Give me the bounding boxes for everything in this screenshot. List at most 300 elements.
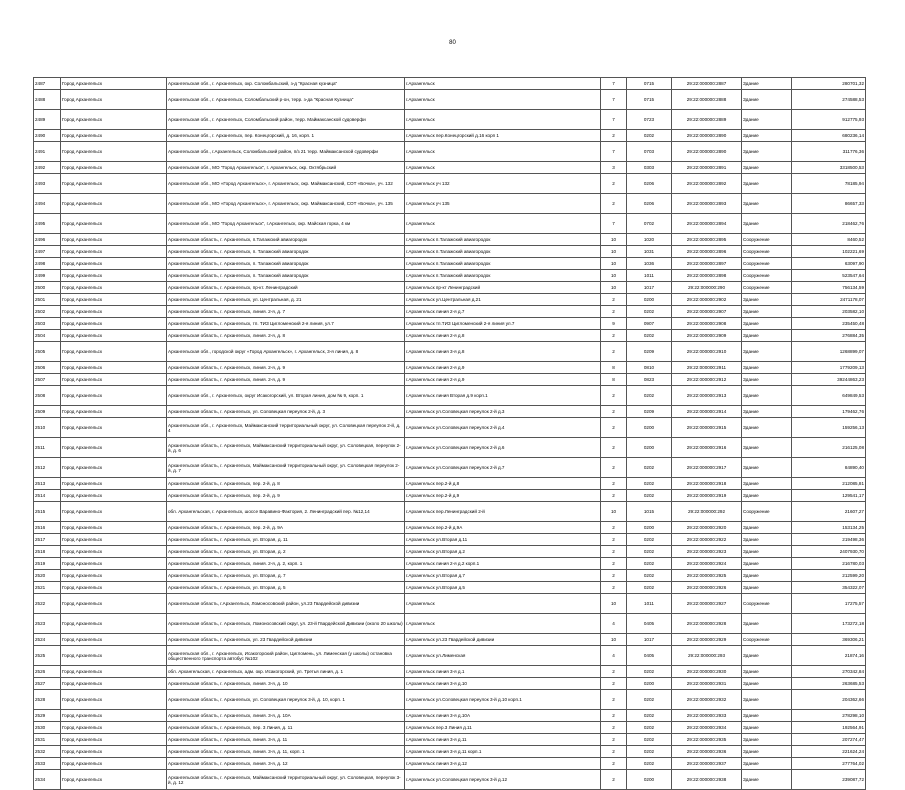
- cell-cadastral-number: 29:22:000000:2891: [672, 162, 742, 174]
- cell-cadastral-value: 153134,25: [792, 522, 866, 534]
- cell-code: 0202: [627, 306, 672, 318]
- cell-type-code: 3: [601, 162, 627, 174]
- table-row: [34, 258, 866, 270]
- cell-cadastral-value: 276884,35: [792, 330, 866, 342]
- cell-cadastral-value: 86657,33: [792, 194, 866, 214]
- cell-municipality: Город Архангельск: [61, 78, 167, 90]
- cell-locality: г.Архангельск ул.23 Гвардейской дивизии: [405, 634, 601, 646]
- cell-code: 0405: [627, 614, 672, 634]
- cell-object-kind: Здание: [742, 174, 792, 194]
- table-row: [34, 534, 866, 546]
- cell-code: 0405: [627, 646, 672, 666]
- table-row: [34, 614, 866, 634]
- cell-code: 1020: [627, 234, 672, 246]
- cell-address: Архангельская область, г. Архангельск, ул. Соловецкая переулок 2-й, д. 3: [167, 406, 405, 418]
- cell-code: 0206: [627, 174, 672, 194]
- cell-object-kind: Здание: [742, 438, 792, 458]
- cell-address: Архангельская область, г. Архангельск, Маймаксанский территориальный округ, ул. Соловецкая, переулок 3-й, д. 12: [167, 770, 405, 790]
- cell-type-code: 2: [601, 758, 627, 770]
- cell-object-kind: Здание: [742, 374, 792, 386]
- cell-cadastral-number: 29:22:000000:2933: [672, 710, 742, 722]
- cell-cadastral-number: 29:22:000000:2917: [672, 458, 742, 478]
- cell-address: Архангельская область, г. Архангельск, пер. 2-й, д. 9: [167, 490, 405, 502]
- cell-code: 0200: [627, 770, 672, 790]
- cell-cadastral-value: 3318500,53: [792, 162, 866, 174]
- cell-object-kind: Сооружение: [742, 594, 792, 614]
- table-row: [34, 678, 866, 690]
- cell-cadastral-number: 29:22:000000:2923: [672, 546, 742, 558]
- table-row: [34, 546, 866, 558]
- cell-address: Архангельская область, г. Архангельск, Маймаксанский территориальный округ, ул. Соловецкая, переулок 2-й, д. 6: [167, 438, 405, 458]
- cell-address: Архангельская область, г. Архангельск, п.Талажский авиагородок: [167, 234, 405, 246]
- cell-municipality: Город Архангельск: [61, 162, 167, 174]
- cell-cadastral-value: 756134,59: [792, 282, 866, 294]
- cell-municipality: Город Архангельск: [61, 438, 167, 458]
- cell-cadastral-value: 102221,69: [792, 246, 866, 258]
- cell-cadastral-number: 29:22:000000:2925: [672, 570, 742, 582]
- table-row: [34, 666, 866, 678]
- cell-locality: г.Архангельск пер.2-й д.8: [405, 478, 601, 490]
- cell-municipality: Город Архангельск: [61, 330, 167, 342]
- cell-type-code: 2: [601, 558, 627, 570]
- cell-type-code: 2: [601, 306, 627, 318]
- cell-type-code: 2: [601, 690, 627, 710]
- cell-cadastral-value: 212599,20: [792, 570, 866, 582]
- cell-number: 2512: [34, 458, 61, 478]
- table-row: [34, 458, 866, 478]
- cell-object-kind: Здание: [742, 678, 792, 690]
- cell-type-code: 7: [601, 214, 627, 234]
- cell-code: 0202: [627, 690, 672, 710]
- cell-type-code: 4: [601, 646, 627, 666]
- cell-number: 2490: [34, 130, 61, 142]
- cell-municipality: Город Архангельск: [61, 594, 167, 614]
- cell-object-kind: Здание: [742, 418, 792, 438]
- table-row: [34, 362, 866, 374]
- cell-locality: г.Архангельск уч 132: [405, 174, 601, 194]
- cell-locality: г.Архангельск п.Талажский авиагородок: [405, 270, 601, 282]
- cell-address: Архангельская область, г. Архангельск, ул. Центральная, д. 21: [167, 294, 405, 306]
- cell-cadastral-number: 29:22:000000:2935: [672, 734, 742, 746]
- cell-cadastral-value: 278298,10: [792, 710, 866, 722]
- cell-locality: г.Архангельск ул.Вторая д.7: [405, 570, 601, 582]
- table-row: [34, 282, 866, 294]
- cell-code: 0202: [627, 490, 672, 502]
- cell-type-code: 2: [601, 710, 627, 722]
- cell-locality: г.Архангельск линия 2-я д.9: [405, 362, 601, 374]
- cell-code: 0823: [627, 374, 672, 386]
- cell-cadastral-value: 63097,90: [792, 258, 866, 270]
- cell-number: 2530: [34, 722, 61, 734]
- cell-object-kind: Сооружение: [742, 282, 792, 294]
- cell-cadastral-value: 203582,10: [792, 306, 866, 318]
- cell-address: Архангельская область, г. Архангельск, линия. 3-я, д. 11, корп. 1: [167, 746, 405, 758]
- table-row: [34, 110, 866, 130]
- cell-object-kind: Здание: [742, 546, 792, 558]
- cell-municipality: Город Архангельск: [61, 490, 167, 502]
- cell-number: 2505: [34, 342, 61, 362]
- cell-number: 2526: [34, 666, 61, 678]
- cell-municipality: Город Архангельск: [61, 534, 167, 546]
- cell-locality: г.Архангельск ул.Центральная д.21: [405, 294, 601, 306]
- cell-address: обл. Архангельская, г. Архангельск, шоссе Варавино-Фактория, 2. Ленинградский пер. №12,14: [167, 502, 405, 522]
- cell-locality: г.Архангельск пер.Конецгорский д.16 корп 1: [405, 130, 601, 142]
- cell-cadastral-number: 29:22:000000:2894: [672, 214, 742, 234]
- table-row: [34, 406, 866, 418]
- cell-locality: г.Архангельск ул.Соловецкая переулок 3-й д.10 корп.1: [405, 690, 601, 710]
- cell-object-kind: Сооружение: [742, 502, 792, 522]
- cell-code: 0202: [627, 666, 672, 678]
- cell-object-kind: Здание: [742, 90, 792, 110]
- cell-address: Архангельская область, г. Архангельск, ул. Вторая, д. 2: [167, 546, 405, 558]
- cell-object-kind: Сооружение: [742, 246, 792, 258]
- cell-object-kind: Здание: [742, 770, 792, 790]
- cell-locality: г.Архангельск: [405, 594, 601, 614]
- table-row: [34, 318, 866, 330]
- cell-address: Архангельская область, г. Архангельск, ул. Соловецкая переулок 3-й, д. 10, корп. 1: [167, 690, 405, 710]
- table-row: [34, 722, 866, 734]
- cell-number: 2515: [34, 502, 61, 522]
- cell-cadastral-value: 159256,13: [792, 418, 866, 438]
- cell-number: 2502: [34, 306, 61, 318]
- table-row: [34, 582, 866, 594]
- cell-type-code: 2: [601, 582, 627, 594]
- cell-object-kind: Сооружение: [742, 634, 792, 646]
- table-row: [34, 234, 866, 246]
- cell-locality: г.Архангельск линия 2-я д.9: [405, 374, 601, 386]
- cell-cadastral-value: 39244863,23: [792, 374, 866, 386]
- table-row: [34, 90, 866, 110]
- table-row: [34, 502, 866, 522]
- cell-address: Архангельская область, г. Архангельск, тп. ТИЗ Цигломенский 2-я линия, ул.7: [167, 318, 405, 330]
- cell-type-code: 10: [601, 594, 627, 614]
- cell-cadastral-number: 29:22:000000:2888: [672, 90, 742, 110]
- cell-code: 0202: [627, 546, 672, 558]
- cell-cadastral-number: 29:22:000000:2931: [672, 678, 742, 690]
- cell-object-kind: Здание: [742, 558, 792, 570]
- cell-object-kind: Здание: [742, 142, 792, 162]
- cell-type-code: 10: [601, 234, 627, 246]
- cell-cadastral-number: 29:22:000000:290: [672, 282, 742, 294]
- cell-type-code: 2: [601, 438, 627, 458]
- cell-object-kind: Здание: [742, 710, 792, 722]
- cell-address: Архангельская обл., г. Архангельск, Маймаксанский территориальный округ, ул. Соловецкая переулок 2-й, д. 4: [167, 418, 405, 438]
- cell-code: 1011: [627, 594, 672, 614]
- cell-municipality: Город Архангельск: [61, 174, 167, 194]
- cell-number: 2511: [34, 438, 61, 458]
- cell-address: Архангельская обл., г. Архангельск, округ Исакогорский, ул. Вторая линия, дом № 9, корп. 1: [167, 386, 405, 406]
- cell-cadastral-value: 21874,16: [792, 646, 866, 666]
- table-row: [34, 690, 866, 710]
- cell-type-code: 2: [601, 666, 627, 678]
- cell-locality: г.Архангельск тп.ТИЗ Цигломенский 2-я линия ул.7: [405, 318, 601, 330]
- cell-cadastral-value: 369306,21: [792, 634, 866, 646]
- cell-municipality: Город Архангельск: [61, 770, 167, 790]
- cell-cadastral-number: 29:22:000000:292: [672, 502, 742, 522]
- cell-municipality: Город Архангельск: [61, 246, 167, 258]
- cell-number: 2493: [34, 174, 61, 194]
- cell-number: 2532: [34, 746, 61, 758]
- cell-locality: г.Архангельск ул.Вторая д.2: [405, 546, 601, 558]
- cell-number: 2497: [34, 246, 61, 258]
- cell-address: обл. Архангельская, г. Архангельск, адм. окр. Исакогорский, ул. Третья линия, д. 1: [167, 666, 405, 678]
- cell-number: 2492: [34, 162, 61, 174]
- cell-cadastral-value: 204362,66: [792, 690, 866, 710]
- cell-type-code: 2: [601, 342, 627, 362]
- cell-number: 2503: [34, 318, 61, 330]
- cell-locality: г.Архангельск: [405, 162, 601, 174]
- cell-locality: г.Архангельск линия 3-я д.1: [405, 666, 601, 678]
- cell-cadastral-number: 29:22:000000:2890: [672, 130, 742, 142]
- cell-cadastral-number: 29:22:000000:2926: [672, 582, 742, 594]
- cell-code: 0202: [627, 558, 672, 570]
- cell-cadastral-value: 912775,93: [792, 110, 866, 130]
- cell-code: 0202: [627, 458, 672, 478]
- cell-number: 2508: [34, 386, 61, 406]
- cell-object-kind: Здание: [742, 522, 792, 534]
- cell-cadastral-value: 680236,14: [792, 130, 866, 142]
- cell-cadastral-number: 29:22:000000:2902: [672, 294, 742, 306]
- cell-locality: г.Архангельск: [405, 78, 601, 90]
- cell-type-code: 2: [601, 534, 627, 546]
- cell-address: Архангельская область, г. Архангельск, ул. Вторая, д. 11: [167, 534, 405, 546]
- cell-locality: г.Архангельск ул.Соловецкая переулок 3-й д.12: [405, 770, 601, 790]
- cell-object-kind: Здание: [742, 458, 792, 478]
- cell-address: Архангельская область, г. Архангельск, Маймаксанский территориальный округ, ул. Соловецкая переулок 2-й, д. 7: [167, 458, 405, 478]
- cell-cadastral-number: 29:22:000000:2915: [672, 418, 742, 438]
- cell-cadastral-value: 212085,81: [792, 478, 866, 490]
- cell-address: Архангельская область, г. Архангельск, п. Талажский авиагородок: [167, 246, 405, 258]
- cell-address: Архангельская обл., МО «Город Архангельск», г. Архангельск, окр. Маймаксанский, СОТ «Бочка», уч. 132: [167, 174, 405, 194]
- cell-cadastral-number: 29:22:000000:2938: [672, 770, 742, 790]
- cell-cadastral-value: 21607,27: [792, 502, 866, 522]
- cell-cadastral-value: 2471178,07: [792, 294, 866, 306]
- cell-locality: г.Архангельск уч 135: [405, 194, 601, 214]
- cell-address: Архангельская обл., МО "Город Архангельск", г. Архангельск, окр. Октябрьский: [167, 162, 405, 174]
- cell-cadastral-number: 29:22:000000:2892: [672, 174, 742, 194]
- cell-cadastral-number: 29:22:000000:2922: [672, 534, 742, 546]
- cell-object-kind: Здание: [742, 478, 792, 490]
- cell-cadastral-number: 29:22:000000:2907: [672, 306, 742, 318]
- cell-object-kind: Здание: [742, 570, 792, 582]
- cell-municipality: Город Архангельск: [61, 734, 167, 746]
- cell-number: 2518: [34, 546, 61, 558]
- table-row: [34, 162, 866, 174]
- table-row: [34, 758, 866, 770]
- cell-locality: г.Архангельск ул.Лименская: [405, 646, 601, 666]
- cell-municipality: Город Архангельск: [61, 690, 167, 710]
- cell-address: Архангельская область, г. Архангельск, линия. 2-я, д. 9: [167, 374, 405, 386]
- cell-cadastral-value: 218462,76: [792, 214, 866, 234]
- cell-number: 2498: [34, 258, 61, 270]
- cell-municipality: Город Архангельск: [61, 502, 167, 522]
- cell-locality: г.Архангельск линия Вторая д.9 корп.1: [405, 386, 601, 406]
- cell-object-kind: Здание: [742, 646, 792, 666]
- cell-cadastral-value: 523547,64: [792, 270, 866, 282]
- table-row: [34, 594, 866, 614]
- cell-municipality: Город Архангельск: [61, 522, 167, 534]
- cell-municipality: Город Архангельск: [61, 722, 167, 734]
- cell-object-kind: Здание: [742, 666, 792, 678]
- cell-address: Архангельская область, г. Архангельск, пр-кт. Ленинградский: [167, 282, 405, 294]
- cell-locality: г.Архангельск линия 3-я д.12: [405, 758, 601, 770]
- cell-code: 0200: [627, 418, 672, 438]
- cell-municipality: Город Архангельск: [61, 270, 167, 282]
- cell-number: 2523: [34, 614, 61, 634]
- cell-cadastral-number: 29:22:000000:2934: [672, 722, 742, 734]
- cell-type-code: 2: [601, 174, 627, 194]
- cell-cadastral-number: 29:22:000000:2932: [672, 690, 742, 710]
- cell-code: 0202: [627, 130, 672, 142]
- cell-object-kind: Здание: [742, 130, 792, 142]
- cell-cadastral-value: 78185,94: [792, 174, 866, 194]
- cell-municipality: Город Архангельск: [61, 746, 167, 758]
- register-body: [34, 78, 866, 790]
- cell-address: Архангельская обл., г. Архангельск, окр. Соломбальский, з-д "Красная кузница": [167, 78, 405, 90]
- cell-cadastral-number: 29:22:000000:2916: [672, 438, 742, 458]
- table-row: [34, 78, 866, 90]
- cell-code: 0200: [627, 522, 672, 534]
- cell-address: Архангельская область, г. Архангельск, линия. 2-я, д. 2, корп. 1: [167, 558, 405, 570]
- cell-cadastral-number: 29:22:000000:2910: [672, 342, 742, 362]
- cell-locality: г.Архангельск: [405, 90, 601, 110]
- cell-number: 2494: [34, 194, 61, 214]
- table-row: [34, 174, 866, 194]
- cell-municipality: Город Архангельск: [61, 666, 167, 678]
- cell-cadastral-number: 29:22:000000:2889: [672, 110, 742, 130]
- cell-municipality: Город Архангельск: [61, 318, 167, 330]
- cell-cadastral-value: 207274,47: [792, 734, 866, 746]
- cell-code: 1015: [627, 502, 672, 522]
- cell-code: 0206: [627, 194, 672, 214]
- table-row: [34, 130, 866, 142]
- cell-cadastral-number: 29:22:000000:2911: [672, 362, 742, 374]
- cell-type-code: 4: [601, 614, 627, 634]
- cell-address: Архангельская обл., г.Архангельск, Соломбальский район, п/з 21 терр. Маймаксанской судоверфи: [167, 142, 405, 162]
- cell-municipality: Город Архангельск: [61, 130, 167, 142]
- cell-type-code: 8: [601, 374, 627, 386]
- cell-number: 2522: [34, 594, 61, 614]
- cell-locality: г.Архангельск ул.Вторая д.5: [405, 582, 601, 594]
- cell-code: 0715: [627, 78, 672, 90]
- cell-type-code: 2: [601, 418, 627, 438]
- cell-locality: г.Архангельск линия 3-я д.8: [405, 342, 601, 362]
- cell-object-kind: Здание: [742, 734, 792, 746]
- cell-address: Архангельская область, г. Архангельск, линия. 2-я, д. 9: [167, 362, 405, 374]
- cell-cadastral-number: 29:22:000000:2937: [672, 758, 742, 770]
- cell-code: 0303: [627, 162, 672, 174]
- table-row: [34, 342, 866, 362]
- cell-locality: г.Архангельск: [405, 110, 601, 130]
- cell-locality: г.Архангельск ул.Соловецкая переулок 2-й д.7: [405, 458, 601, 478]
- table-row: [34, 734, 866, 746]
- cell-locality: г.Архангельск линия 2-я д.7: [405, 306, 601, 318]
- cell-code: 0202: [627, 722, 672, 734]
- cell-type-code: 10: [601, 502, 627, 522]
- cell-cadastral-value: 270342,84: [792, 666, 866, 678]
- cell-municipality: Город Архангельск: [61, 678, 167, 690]
- cell-cadastral-value: 192564,91: [792, 722, 866, 734]
- cell-code: 0202: [627, 710, 672, 722]
- cell-cadastral-value: 221624,24: [792, 746, 866, 758]
- cell-code: 0715: [627, 90, 672, 110]
- cell-type-code: 10: [601, 258, 627, 270]
- cell-number: 2491: [34, 142, 61, 162]
- cell-municipality: Город Архангельск: [61, 214, 167, 234]
- cell-number: 2529: [34, 710, 61, 722]
- cell-object-kind: Здание: [742, 690, 792, 710]
- cell-code: 0202: [627, 570, 672, 582]
- cell-type-code: 10: [601, 270, 627, 282]
- cell-cadastral-value: 274588,53: [792, 90, 866, 110]
- table-row: [34, 522, 866, 534]
- cell-cadastral-value: 216125,08: [792, 438, 866, 458]
- cell-locality: г.Архангельск п.Талажский авиагородок: [405, 258, 601, 270]
- table-row: [34, 194, 866, 214]
- cell-type-code: 2: [601, 746, 627, 758]
- cell-number: 2525: [34, 646, 61, 666]
- cell-address: Архангельская обл., г. Архангельск, пер. Конецгорский, д. 16, корп. 1: [167, 130, 405, 142]
- table-row: [34, 246, 866, 258]
- cell-number: 2510: [34, 418, 61, 438]
- cell-cadastral-number: 29:22:000000:2893: [672, 194, 742, 214]
- cell-locality: г.Архангельск линия 3-я д.10: [405, 678, 601, 690]
- cell-object-kind: Здание: [742, 614, 792, 634]
- cell-number: 2499: [34, 270, 61, 282]
- cell-municipality: Город Архангельск: [61, 634, 167, 646]
- cell-municipality: Город Архангельск: [61, 342, 167, 362]
- cell-locality: г.Архангельск: [405, 614, 601, 634]
- cell-code: 0202: [627, 478, 672, 490]
- cell-cadastral-value: 17275,57: [792, 594, 866, 614]
- cell-type-code: 7: [601, 110, 627, 130]
- cell-object-kind: Здание: [742, 582, 792, 594]
- cell-type-code: 2: [601, 770, 627, 790]
- cell-object-kind: Здание: [742, 330, 792, 342]
- cell-number: 2534: [34, 770, 61, 790]
- table-row: [34, 558, 866, 570]
- cell-type-code: 2: [601, 570, 627, 582]
- cell-number: 2507: [34, 374, 61, 386]
- cell-type-code: 7: [601, 142, 627, 162]
- cell-number: 2500: [34, 282, 61, 294]
- cell-object-kind: Здание: [742, 294, 792, 306]
- cell-number: 2509: [34, 406, 61, 418]
- cell-municipality: Город Архангельск: [61, 142, 167, 162]
- cell-locality: г.Архангельск линия 3-я д.11 корп.1: [405, 746, 601, 758]
- cell-locality: г.Архангельск ул.Соловецкая переулок 2-й д.6: [405, 438, 601, 458]
- cell-municipality: Город Архангельск: [61, 458, 167, 478]
- cell-address: Архангельская обл., г. Архангельск, Соломбальский р-он, терр. з-да "Красная Кузница": [167, 90, 405, 110]
- cell-cadastral-number: 29:22:000000:2895: [672, 234, 742, 246]
- cell-cadastral-value: 179462,76: [792, 406, 866, 418]
- cell-municipality: Город Архангельск: [61, 386, 167, 406]
- cell-locality: г.Архангельск ул.Вторая д.11: [405, 534, 601, 546]
- cell-object-kind: Здание: [742, 194, 792, 214]
- cell-cadastral-value: 173272,18: [792, 614, 866, 634]
- cell-object-kind: Здание: [742, 722, 792, 734]
- cell-cadastral-number: 29:22:000000:2908: [672, 318, 742, 330]
- cell-address: Архангельская обл., г. Архангельск, Исакогорский район, Цигломень, ул. Лименская (у школы) остановка общественного транспорта автобус №102: [167, 646, 405, 666]
- cell-code: 1036: [627, 258, 672, 270]
- cell-type-code: 9: [601, 318, 627, 330]
- cell-cadastral-number: 29:22:000000:2936: [672, 746, 742, 758]
- cell-locality: г.Архангельск линия 2-я д.8: [405, 330, 601, 342]
- cell-code: 0202: [627, 746, 672, 758]
- cell-type-code: 2: [601, 294, 627, 306]
- cell-municipality: Город Архангельск: [61, 110, 167, 130]
- cell-code: 0702: [627, 214, 672, 234]
